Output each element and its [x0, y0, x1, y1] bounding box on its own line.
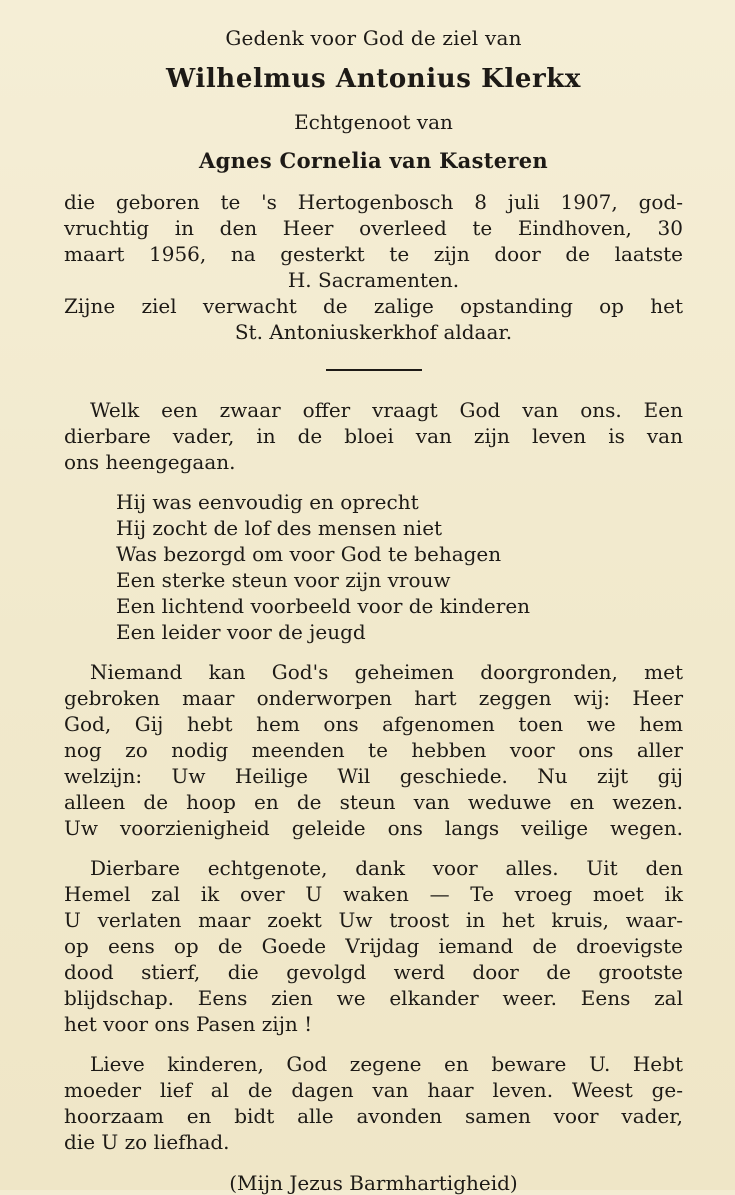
text-line: blijdschap. Eens zien we elkander weer. Eens zal — [64, 986, 683, 1010]
text-line: dierbare vader, in de bloei van zijn leven is van — [64, 424, 683, 448]
text-line: die U zo liefhad. — [64, 1130, 230, 1154]
text-line: moeder lief al de dagen van haar leven. Weest ge- — [64, 1078, 683, 1102]
text-line: gebroken maar onderworpen hart zeggen wij: Heer — [64, 686, 683, 710]
text-line: hoorzaam en bidt alle avonden samen voor vader, — [64, 1104, 683, 1128]
text-line: alleen de hoop en de steun van weduwe en wezen. — [64, 790, 683, 814]
divider-rule — [326, 369, 422, 371]
bio-line: maart 1956, na gesterkt te zijn door de laatste — [64, 242, 683, 266]
deceased-name: Wilhelmus Antonius Klerkx — [166, 64, 581, 94]
text-line: God, Gij hebt hem ons afgenomen toen we hem — [64, 712, 683, 736]
text-line: Lieve kinderen, God zegene en beware U. Hebt — [90, 1052, 683, 1076]
closing-prayer: (Mijn Jezus Barmhartigheid) — [229, 1171, 518, 1195]
poem-line: Een lichtend voorbeeld voor de kinderen — [116, 594, 531, 618]
spouse-label: Echtgenoot van — [294, 110, 453, 134]
bio-line: vruchtig in den Heer overleed te Eindhoven, 30 — [64, 216, 683, 240]
paragraph-to-children — [64, 1051, 683, 1155]
text-line: Niemand kan God's geheimen doorgronden, met — [90, 660, 683, 684]
intro-line: Gedenk voor God de ziel van — [225, 26, 522, 50]
poem-line: Een leider voor de jeugd — [116, 620, 366, 644]
bio-line: die geboren te 's Hertogenbosch 8 juli 1907, god- — [64, 190, 683, 214]
biography — [64, 189, 683, 345]
poem — [116, 489, 683, 645]
text-line: U verlaten maar zoekt Uw troost in het kruis, waar- — [64, 908, 683, 932]
poem-line: Hij zocht de lof des mensen niet — [116, 516, 443, 540]
poem-line: Was bezorgd om voor God te behagen — [116, 542, 502, 566]
text-line: dood stierf, die gevolgd werd door de grootste — [64, 960, 683, 984]
text-line: Dierbare echtgenote, dank voor alles. Uit den — [90, 856, 683, 880]
text-line: het voor ons Pasen zijn ! — [64, 1012, 313, 1036]
text-line: Hemel zal ik over U waken — Te vroeg moet ik — [64, 882, 683, 906]
spouse-name: Agnes Cornelia van Kasteren — [199, 148, 548, 173]
bio-line: Zijne ziel verwacht de zalige opstanding op het — [64, 294, 683, 318]
text-line: ons heengegaan. — [64, 450, 236, 474]
paragraph-to-wife — [64, 855, 683, 1037]
paragraph-gods-secrets — [64, 659, 683, 841]
text-line: op eens op de Goede Vrijdag iemand de droevigste — [64, 934, 683, 958]
text-line: Welk een zwaar offer vraagt God van ons. Een — [90, 398, 683, 422]
text-line: welzijn: Uw Heilige Wil geschiede. Nu zijt gij — [64, 764, 683, 788]
poem-line: Een sterke steun voor zijn vrouw — [116, 568, 451, 592]
bio-line: H. Sacramenten. — [287, 268, 460, 292]
poem-line: Hij was eenvoudig en oprecht — [116, 490, 419, 514]
paragraph-sacrifice — [64, 397, 683, 475]
text-line: Uw voorzienigheid geleide ons langs veilige wegen. — [64, 816, 683, 840]
text-line: nog zo nodig meenden te hebben voor ons aller — [64, 738, 683, 762]
bio-line: St. Antoniuskerkhof aldaar. — [234, 320, 513, 344]
